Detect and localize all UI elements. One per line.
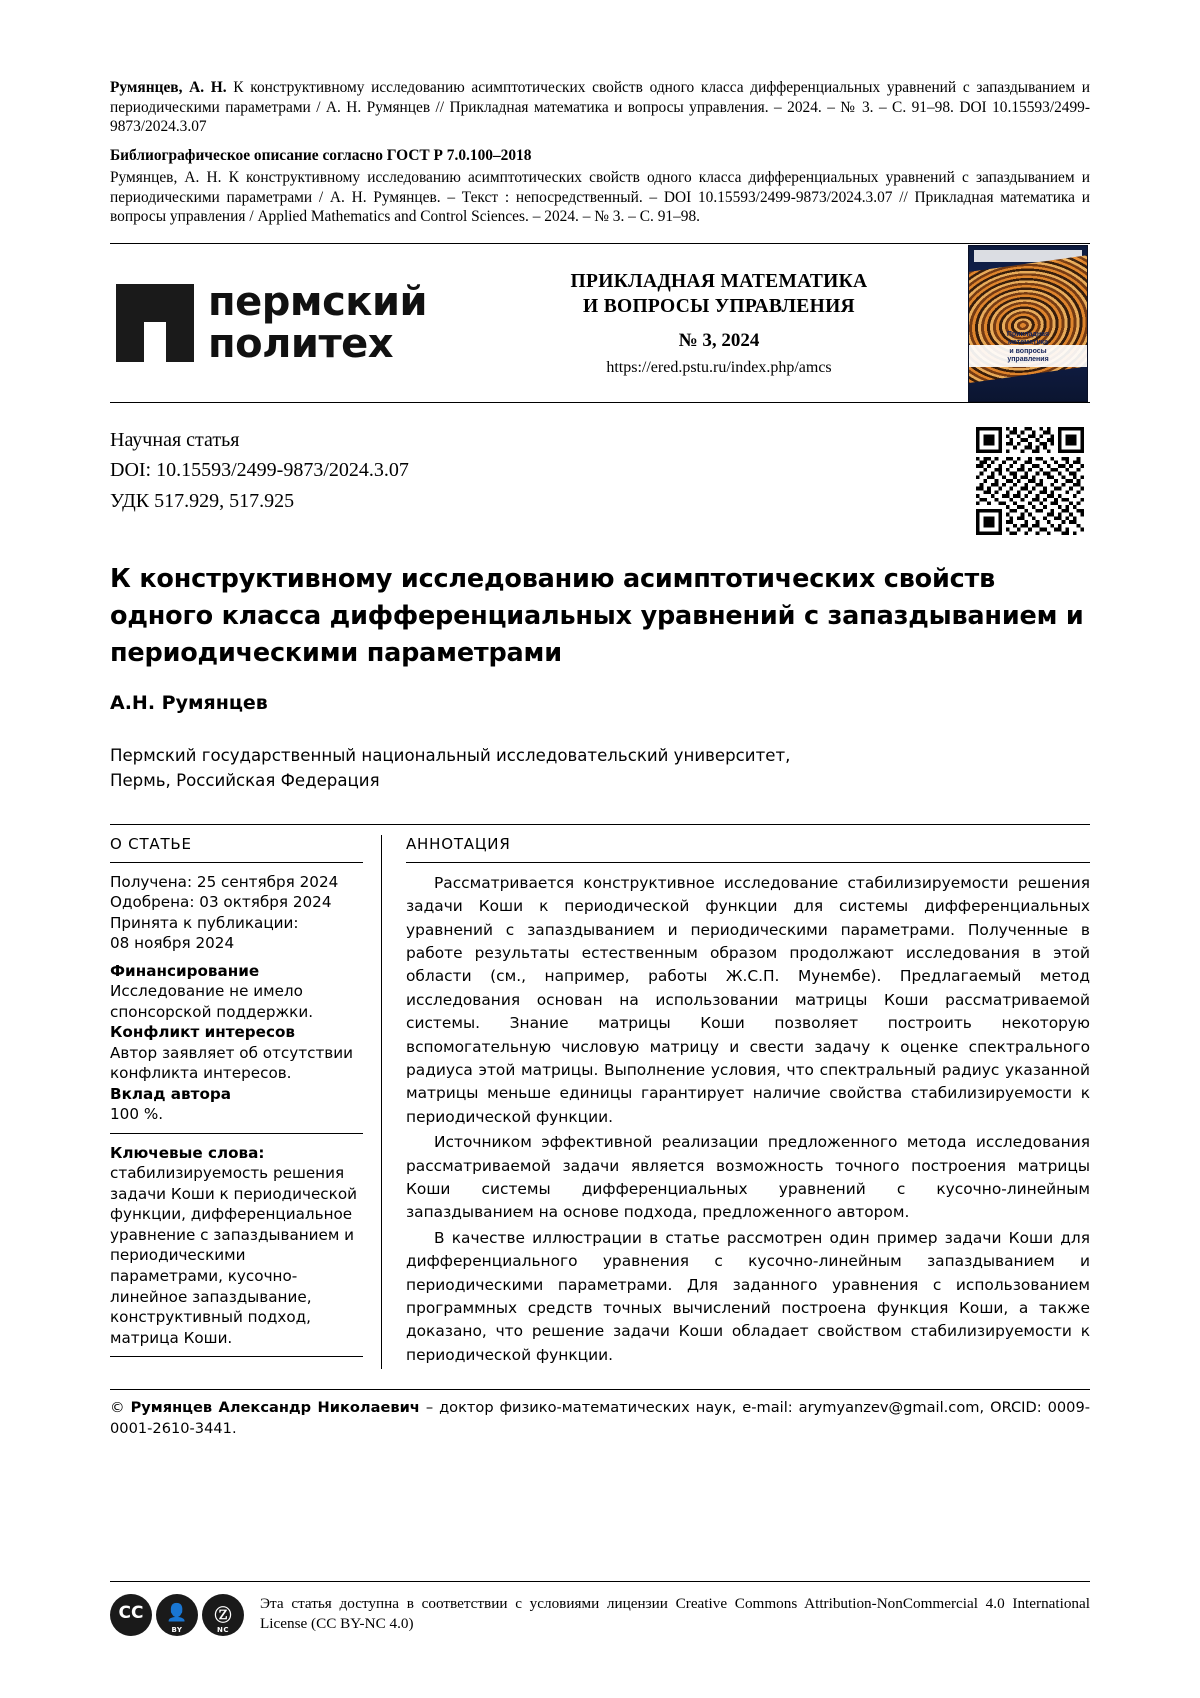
contribution-text: 100 %. — [110, 1105, 164, 1124]
journal-info — [470, 269, 968, 378]
abstract-column — [382, 835, 1090, 1370]
page-title: К конструктивному исследованию асимптотических свойств одного класса дифференциальных уравнений с запаздыванием и периодическими параметрами — [110, 564, 1084, 668]
accepted-date: 08 ноября 2024 — [110, 934, 235, 953]
divider-3 — [110, 1356, 363, 1357]
page-content — [110, 78, 1090, 1439]
accepted-label: Принята к публикации: — [110, 913, 299, 932]
footnote-details: – доктор физико-математических наук, e-mail: arymyanzev@gmail.com, ORCID: 0009-0001-2610-3441. — [110, 1399, 1091, 1437]
divider — [110, 862, 363, 863]
license-footer — [110, 1581, 1090, 1636]
approved-date: Одобрена: 03 октября 2024 — [110, 893, 332, 912]
journal-cover-image — [968, 245, 1088, 402]
abstract-paragraph: Рассматривается конструктивное исследование стабилизируемости решения задачи Коши к периодической функции для системы дифференциальных уравнений с запаздыванием и периодическими параметрами. Полученные в работе результаты естественным образом продолжают исследования в этой области (см., например, работы Ж.С.П. Мунембе). Предлагаемый метод исследования основан на использовании матрицы Коши рассматриваемой системы. Знание матрицы Коши позволяет построить некоторую вспомогательную числовую матрицу и свести задачу к оценке спектрального радиуса этой матрицы. Выполнение условия, что спектральный радиус указанной матрицы меньше единицы гарантирует наличие свойства стабилизируемости к периодической функции. — [406, 873, 1090, 1126]
article-type: Научная статья — [110, 429, 240, 452]
about-keywords — [110, 1143, 363, 1348]
about-dates — [110, 872, 363, 954]
citation-rest: К конструктивному исследованию асимптотических свойств одного класса дифференциальных уравнений с запаздыванием и периодическими параметрами / А. Н. Румянцев // Прикладная математика и вопросы управления. – 2024. – № 3. – С. 91–98. DOI 10.15593/2499-9873/2024.3.07 — [110, 79, 1090, 136]
nc-label: NC — [217, 1626, 229, 1634]
article-identifiers — [110, 425, 409, 535]
contribution-label: Вклад автора — [110, 1084, 232, 1103]
abstract-body — [406, 872, 1090, 1368]
conflict-label: Конфликт интересов — [110, 1023, 296, 1042]
citation-block — [110, 78, 1090, 227]
received-date: Получена: 25 сентября 2024 — [110, 872, 339, 891]
keywords-text: стабилизируемость решения задачи Коши к периодической функции, дифференциальное уравнение с запаздыванием и периодическими параметрами, кусочно-линейное запаздывание, конструктивный подход, матрица Коши. — [110, 1164, 357, 1347]
keywords-label: Ключевые слова: — [110, 1143, 265, 1162]
qr-code-icon — [976, 427, 1084, 535]
abstract-paragraph: В качестве иллюстрации в статье рассмотрен один пример задачи Коши для дифференциального уравнения с кусочно-линейным запаздыванием и периодическими параметрами. Для заданного уравнения с использованием программных средств точных вычислений построена функция Коши, а также доказано, что решение задачи Коши обладает свойством стабилизируемости к периодической функции. — [406, 1228, 1090, 1364]
article-udc: УДК 517.929, 517.925 — [110, 489, 295, 512]
journal-title-line-2: И ВОПРОСЫ УПРАВЛЕНИЯ — [583, 296, 855, 318]
copyright-symbol: © — [110, 1399, 125, 1417]
about-heading: О СТАТЬЕ — [110, 834, 192, 853]
author-footnote — [110, 1389, 1090, 1439]
divider-4 — [406, 862, 1090, 863]
journal-issue: № 3, 2024 — [678, 330, 760, 352]
cc-by-icon: 👤 BY — [156, 1594, 198, 1636]
license-text: Эта статья доступна в соответствии с условиями лицензии Creative Commons Attribution-NonCommercial 4.0 International License (CC BY-NC 4.0) — [260, 1595, 1090, 1632]
journal-masthead — [110, 243, 1090, 403]
conflict-text: Автор заявляет об отсутствии конфликта интересов. — [110, 1043, 353, 1083]
gost-citation: Румянцев, А. Н. К конструктивному исследованию асимптотических свойств одного класса дифференциальных уравнений с запаздыванием и периодическими параметрами / А. Н. Румянцев. – Текст : непосредственный. – DOI 10.15593/2499-9873/2024.3.07 // Прикладная математика и вопросы управления / Applied Mathematics and Control Sciences. – 2024. – № 3. – С. 91–98. — [110, 168, 1090, 226]
about-contribution — [110, 1084, 363, 1125]
logo-line-2: политех — [208, 321, 394, 368]
funding-text: Исследование не имело спонсорской поддержки. — [110, 982, 314, 1021]
article-doi: DOI: 10.15593/2499-9873/2024.3.07 — [110, 459, 409, 482]
journal-url[interactable]: https://ered.pstu.ru/index.php/amcs — [606, 359, 832, 377]
cc-icon — [110, 1594, 152, 1636]
about-column — [110, 835, 382, 1370]
divider-2 — [110, 1133, 363, 1134]
footnote-author: Румянцев Александр Николаевич — [130, 1399, 420, 1417]
author-affiliation — [110, 744, 1090, 794]
gost-heading: Библиографическое описание согласно ГОСТ Р 7.0.100–2018 — [110, 147, 532, 165]
cover-title-text: Прикладная математика и вопросы управления — [1006, 330, 1050, 364]
abstract-paragraph: Источником эффективной реализации предложенного метода исследования рассматриваемой задачи является возможность точного построения матрицы Коши системы дифференциальных уравнений с кусочно-линейным запаздыванием на основе подхода, предложенного автором. — [406, 1133, 1090, 1222]
cc-letters: CC — [118, 1603, 144, 1623]
article-author: А.Н. Румянцев — [110, 691, 268, 714]
citation-reference — [110, 78, 1090, 137]
by-label: BY — [171, 1626, 183, 1634]
citation-author: Румянцев, А. Н. — [110, 79, 227, 96]
journal-title-line-1: ПРИКЛАДНАЯ МАТЕМАТИКА — [570, 270, 868, 292]
creative-commons-icons — [110, 1594, 244, 1636]
article-info-section — [110, 824, 1090, 1370]
funding-label: Финансирование — [110, 961, 260, 980]
logo-line-1: пермский — [208, 278, 428, 325]
article-meta-row — [110, 425, 1090, 535]
about-funding — [110, 961, 363, 1023]
logo — [110, 278, 470, 368]
about-conflict — [110, 1022, 363, 1084]
abstract-heading: АННОТАЦИЯ — [406, 834, 511, 853]
pstu-logo-icon — [116, 284, 194, 362]
affiliation-text: Пермский государственный национальный исследовательский университет, Пермь, Российская Федерация — [110, 745, 791, 790]
cc-nc-icon: Ⓩ NC — [202, 1594, 244, 1636]
logo-text — [208, 278, 428, 368]
